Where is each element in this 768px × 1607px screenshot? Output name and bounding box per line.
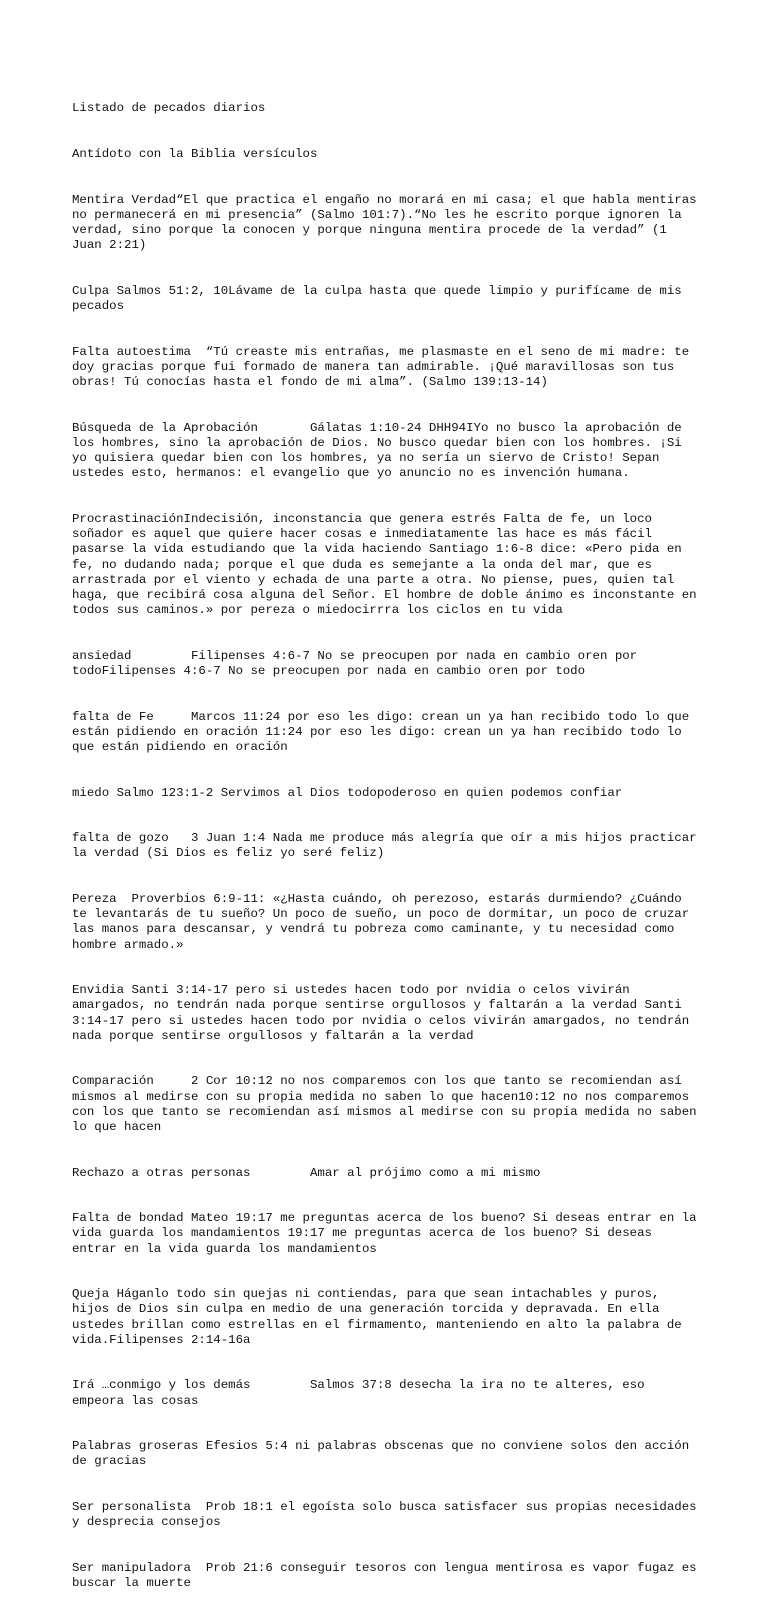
entry-ansiedad: ansiedad Filipenses 4:6-7 No se preocupen por nada en cambio oren por todoFilipenses 4:6-7 No se preocupen por nada en cambio oren por todo <box>72 648 645 678</box>
entry-rechazo: Rechazo a otras personas Amar al prójimo como a mi mismo <box>72 1165 541 1180</box>
entry-culpa: Culpa Salmos 51:2, 10Lávame de la culpa hasta que quede limpio y purifícame de mis pecados <box>72 283 690 314</box>
entry-falta-autoestima: Falta autoestima “Tú creaste mis entrañas, me plasmaste en el seno de mi madre: te doy gracias porque fui formado de manera tan admirable. ¡Qué maravillosas son tus obras! Tú conocías hasta el fondo de mi alma”. (Salmo 139:13-14) <box>72 344 697 390</box>
entry-ser-personalista: Ser personalista Prob 18:1 el egoísta solo busca satisfacer sus propias necesidades y desprecia consejos <box>72 1500 705 1530</box>
entry-envidia: Envidia Santi 3:14-17 pero si ustedes hacen todo por nvidia o celos vivirán amargados, no tendrán nada porque sentirse orgullosos y faltarán a la verdad Santi 3:14-17 pero si ustedes hacen todo por nvidia o celos vivirán amargados, no tendrán nada porque sentirse orgullosos y faltarán a la verdad <box>72 983 697 1043</box>
entry-comparacion: Comparación 2 Cor 10:12 no nos comparemos con los que tanto se recomiendan así mismos al medirse con su propia medida no saben lo que hacen10:12 no nos comparemos con los que tanto se recomiendan así mismos al medirse con su propia medida no saben lo que hacen <box>72 1074 705 1135</box>
document-body <box>72 71 705 1607</box>
document-subtitle: Antídoto con la Biblia versículos <box>72 147 318 162</box>
entry-palabras-groseras: Palabras groseras Efesios 5:4 ni palabras obscenas que no conviene solos den acción de gracias <box>72 1439 697 1469</box>
entry-falta-de-fe: falta de Fe Marcos 11:24 por eso les digo: crean un ya han recibido todo lo que están pidiendo en oración 11:24 por eso les digo: crean un ya han recibido todo lo que están pidiendo en oración <box>72 709 697 754</box>
entry-falta-de-bondad: Falta de bondad Mateo 19:17 me preguntas acerca de los bueno? Si deseas entrar en la vida guarda los mandamientos 19:17 me preguntas acerca de los bueno? Si deseas entrar en la vida guarda los mandamientos <box>72 1211 705 1256</box>
entry-miedo: miedo Salmo 123:1-2 Servimos al Dios todopoderoso en quien podemos confiar <box>72 785 623 800</box>
entry-ser-manipuladora: Ser manipuladora Prob 21:6 conseguir tesoros con lengua mentirosa es vapor fugaz es buscar la muerte <box>72 1560 705 1591</box>
entry-queja: Queja Háganlo todo sin quejas ni contiendas, para que sean intachables y puros, hijos de Dios sin culpa en medio de una generación torcida y depravada. En ella ustedes brillan como estrellas en el firmamento, manteniendo en alto la palabra de vida.Filipenses 2:14-16a <box>72 1287 690 1347</box>
document-title: Listado de pecados diarios <box>72 101 266 116</box>
entry-busqueda-aprobacion: Búsqueda de la Aprobación Gálatas 1:10-24 DHH94IYo no busco la aprobación de los hombres, sino la aprobación de Dios. No busco quedar bien con los hombres. ¡Si yo quisiera quedar bien con los hombres, ya no sería un siervo de Cristo! Sepan ustedes esto, hermanos: el evangelio que yo anuncio no es invención humana. <box>72 420 690 481</box>
entry-mentira: Mentira Verdad“El que practica el engaño no morará en mi casa; el que habla mentiras no permanecerá en mi presencia” (Salmo 101:7).“No les he escrito porque ignoren la verdad, sino porque la conocen y porque ninguna mentira procede de la verdad” (1 Juan 2:21) <box>72 192 705 253</box>
entry-ira: Irá …conmigo y los demás Salmos 37:8 desecha la ira no te alteres, eso empeora las cosas <box>72 1378 652 1408</box>
entry-pereza: Pereza Proverbios 6:9-11: «¿Hasta cuándo, oh perezoso, estarás durmiendo? ¿Cuándo te levantarás de tu sueño? Un poco de sueño, un poco de dormitar, un poco de cruzar las manos para descansar, y vendrá tu pobreza como caminante, y tu necesidad como hombre armado.» <box>72 891 697 952</box>
entry-procrastinacion: ProcrastinaciónIndecisión, inconstancia que genera estrés Falta de fe, un loco soñador es aquel que quiere hacer cosas e inmediatamente las hace es más fácil pasarse la vida estudiando que la vida haciendo Santiago 1:6-8 dice: «Pero pida en fe, no dudando nada; porque el que duda es semejante a la onda del mar, que es arrastrada por el viento y echada de una parte a otra. No piense, pues, quien tal haga, que recibirá cosa alguna del Señor. El hombre de doble ánimo es inconstante en todos sus caminos.» por pereza o miedocirrra los ciclos en tu vida <box>72 511 705 618</box>
entry-falta-de-gozo: falta de gozo 3 Juan 1:4 Nada me produce más alegría que oír a mis hijos practicar la verdad (Si Dios es feliz yo seré feliz) <box>72 831 705 861</box>
